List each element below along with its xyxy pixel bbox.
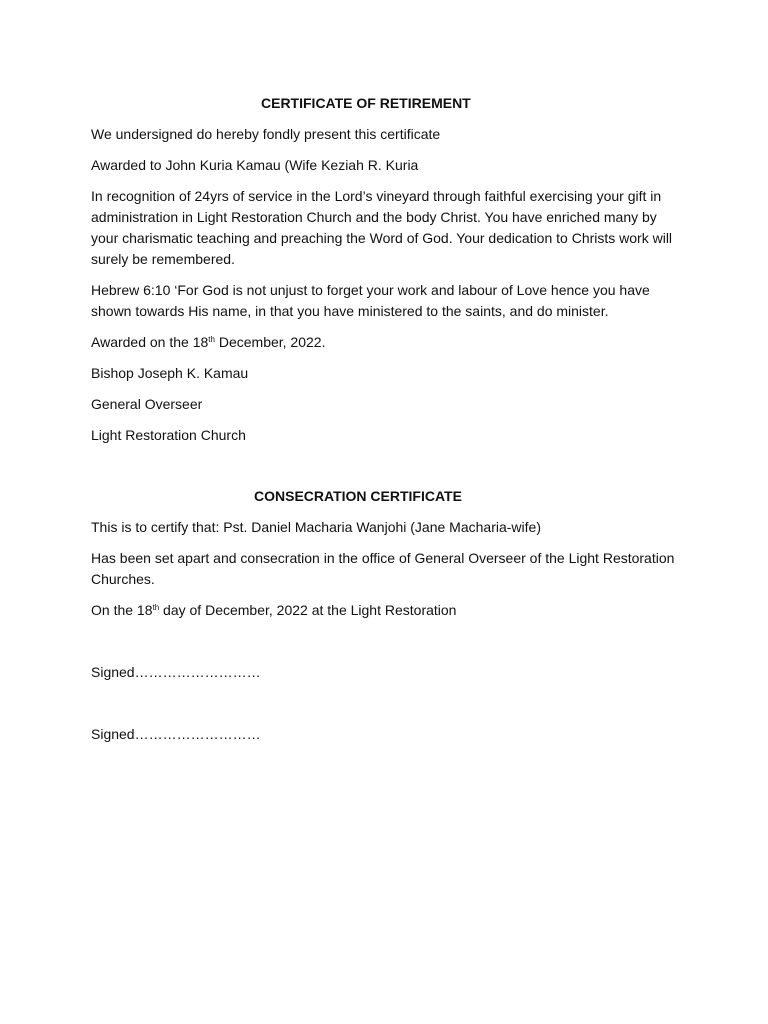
awarded-on-prefix: Awarded on the 18 bbox=[91, 334, 209, 350]
signature-spacer bbox=[91, 631, 681, 662]
section-spacer bbox=[91, 456, 681, 486]
awarded-on-ordinal: th bbox=[208, 335, 215, 344]
signatory-org: Light Restoration Church bbox=[91, 427, 246, 443]
consecration-date-suffix: day of December, 2022 at the Light Restoration bbox=[159, 602, 457, 618]
retirement-awarded-on bbox=[91, 332, 681, 353]
consecration-title: CONSECRATION CERTIFICATE bbox=[254, 488, 462, 504]
retirement-intro: We undersigned do hereby fondly present this certificate bbox=[91, 126, 441, 142]
awarded-on-suffix: December, 2022. bbox=[214, 334, 326, 350]
signatory-name: Bishop Joseph K. Kamau bbox=[91, 365, 249, 381]
consecration-date-ordinal: th bbox=[152, 603, 160, 612]
document-body bbox=[91, 93, 681, 755]
retirement-recognition: In recognition of 24yrs of service in the Lord’s vineyard through faithful exercising your gift in administration in Light Restoration Church and the body Christ. You have enriched many by your charismatic teaching and preaching the Word of God. Your dedication to Christs work will surely be remembered. bbox=[91, 188, 673, 267]
consecration-certificate bbox=[91, 486, 681, 745]
retirement-certificate bbox=[91, 93, 681, 446]
signatory-title: General Overseer bbox=[91, 396, 203, 412]
retirement-scripture: Hebrew 6:10 ‘For God is not unjust to forget your work and labour of Love hence you have shown towards His name, in that you have ministered to the saints, and do minister. bbox=[91, 282, 650, 319]
consecration-certify: This is to certify that: Pst. Daniel Macharia Wanjohi (Jane Macharia-wife) bbox=[91, 519, 541, 535]
signature-line-2: Signed……………………… bbox=[91, 726, 261, 742]
retirement-title: CERTIFICATE OF RETIREMENT bbox=[261, 95, 471, 111]
consecration-statement: Has been set apart and consecration in the office of General Overseer of the Light Restoration Churches. bbox=[91, 550, 675, 587]
retirement-awarded-to: Awarded to John Kuria Kamau (Wife Keziah R. Kuria bbox=[91, 157, 419, 173]
signature-line-1: Signed……………………… bbox=[91, 664, 261, 680]
consecration-date-prefix: On the 18 bbox=[91, 602, 153, 618]
consecration-date bbox=[91, 600, 681, 621]
signature-spacer bbox=[91, 693, 681, 724]
